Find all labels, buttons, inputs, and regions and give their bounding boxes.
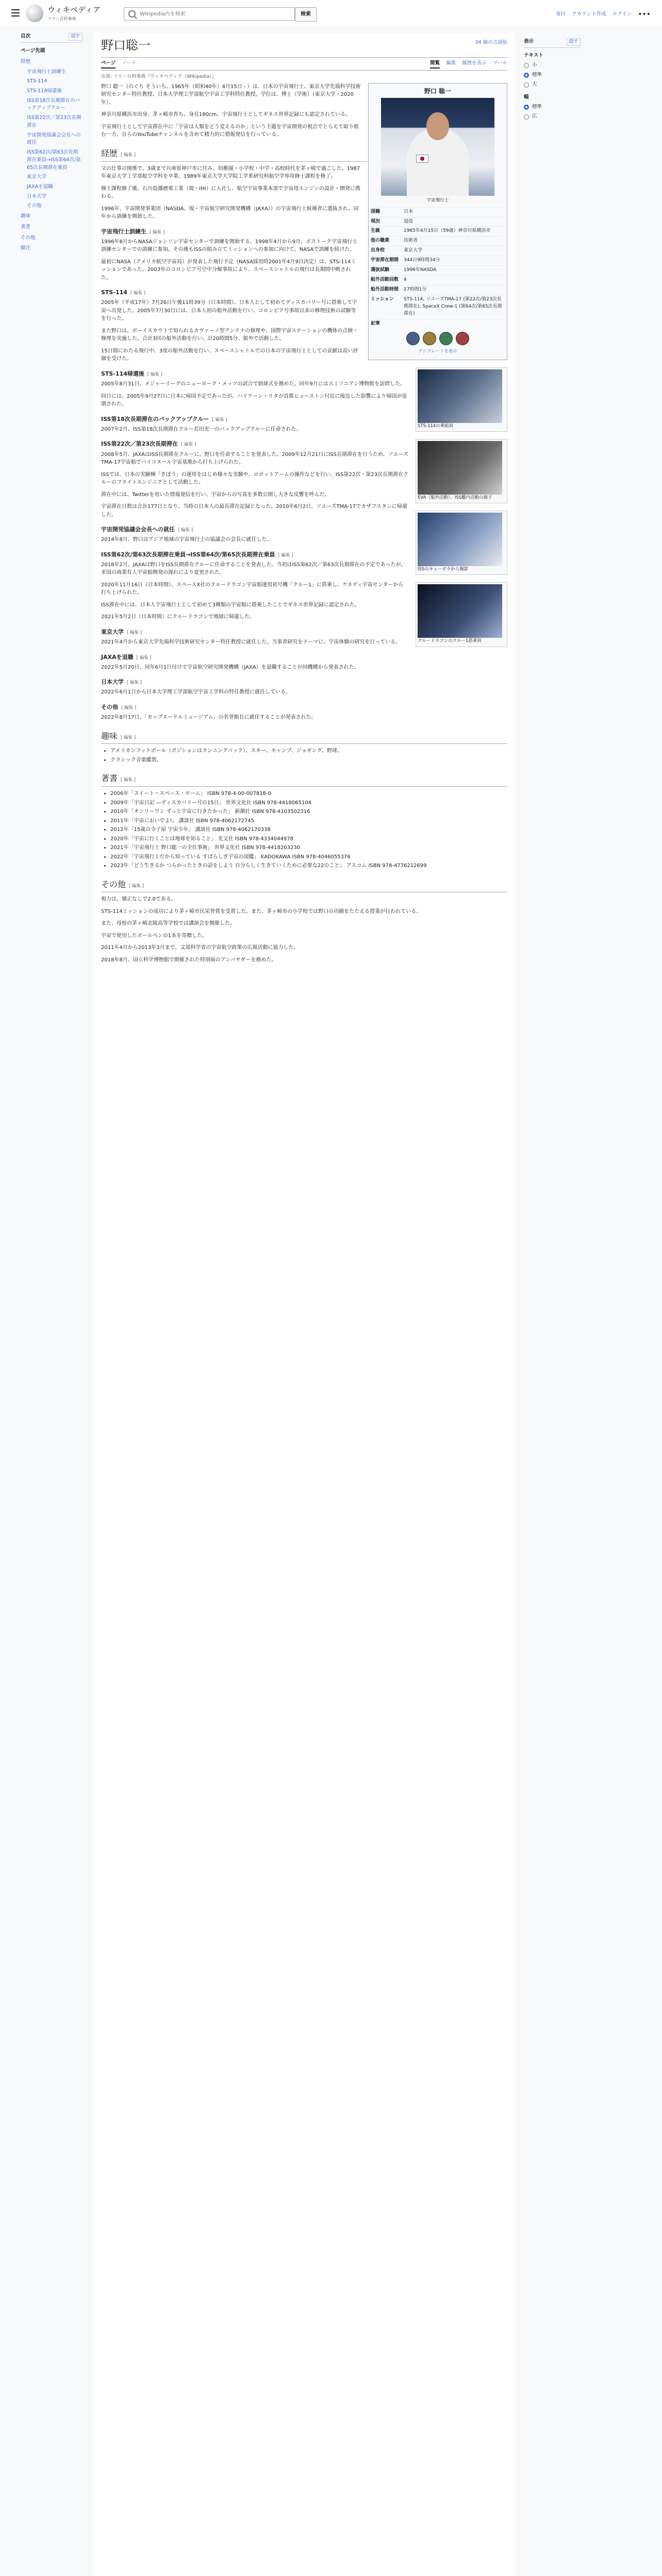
section-title: その他	[101, 703, 118, 710]
section-paragraph: また野口は、ボーイスカウトで知られるカヴァーノ型アンテナの修理や、国際宇宙ステーションの機体の点検・修理を実施した。合計3回の船外活動を行い、計20時間5分、船外で活動した。	[101, 328, 358, 342]
infobox-row	[371, 256, 505, 265]
intro-paragraph: 神奈川県横浜市出身、茅ヶ崎市育ち。身長180cm、宇宙飛行士としてギネス世界記録にも認定されている。	[101, 112, 351, 118]
toc-item[interactable]: 経歴	[21, 58, 31, 64]
infobox-row	[371, 265, 505, 275]
portrait-photo[interactable]	[381, 98, 494, 196]
mission-patch-icon[interactable]	[439, 332, 453, 345]
section-paragraph: 2022年5月20日、同年6月1日付けで宇宙航空研究開発機構（JAXA）を退職することが同機構から発表された。	[101, 664, 359, 670]
radio-label: 大	[532, 81, 537, 88]
section-heading	[101, 772, 507, 787]
figure-image[interactable]	[418, 513, 502, 566]
logo-title: ウィキペディア	[47, 5, 101, 14]
section-paragraph: 滞在中には、Twitterを用いた情報発信を行い、宇宙からの写真を多数公開し大きな反響を呼んだ。	[101, 492, 330, 498]
radio-label: 小	[532, 62, 537, 68]
infobox-key: 選抜試験	[371, 267, 390, 273]
infobox-key: ミッション	[371, 297, 394, 302]
infobox-key: 国籍	[371, 209, 380, 214]
edit-section-link[interactable]: [ 編集 ]	[181, 442, 196, 448]
section-paragraph: 2008年5月、JAXAはISS長期滞在クルーに、野口を任命することを発表した。2009年12月21日にISS長期滞在を行うため、ソユーズTMA-17宇宙船でバイコヌール宇宙基地から打ち上げられた。	[101, 451, 408, 465]
list-item: • アメリカンフットボール（ポジションはランニングバック）、スキー、キャンプ、ジョギング、野球。	[110, 747, 507, 755]
section-paragraph: 宇宙で使用したボールペンの1本を寄贈した。	[101, 933, 208, 939]
section-paragraph: 2022年8月17日、「カップヌードルミュージアム」の名誉館長に就任することが発表された。	[101, 715, 317, 721]
radio-label: 標準	[532, 72, 542, 78]
globe-icon	[26, 5, 43, 22]
radio-icon	[524, 63, 529, 68]
toc-item[interactable]: 著書	[21, 224, 31, 230]
template-link[interactable]: テンプレートを表示	[418, 348, 457, 354]
edit-section-link[interactable]: [ 編集 ]	[127, 630, 142, 635]
figure-caption: クルードラゴンのクルー1搭乗員	[418, 638, 482, 644]
section-heading	[101, 730, 507, 744]
section-paragraph: 同日には、2005年9月27日に日本に帰国予定であったが、ハリケーン・リタが首都ヒューストン付近に接近した影響により帰国が延期された。	[101, 393, 407, 408]
search-box[interactable]	[124, 7, 295, 21]
section-title: JAXAを退職	[101, 653, 134, 660]
figure-caption: STS-114の乗組員	[418, 423, 454, 429]
toc-sidebar	[21, 33, 82, 254]
toc-item[interactable]: JAXAを退職	[27, 183, 53, 190]
search-button[interactable]: 検索	[295, 7, 317, 22]
infobox-row	[371, 285, 505, 295]
list-item: • 2009年「宇宙日記 ―ディスカバリー号の15日」 世界文化社 ISBN 978-4418065104	[110, 799, 507, 807]
figure-caption: EVA（船外活動）、ISS艦内活動の様子	[418, 495, 492, 501]
list-item: • 2010年「オンリーワン ずっと宇宙に行きたかった」 新潮社 ISBN 978-4103502316	[110, 808, 507, 816]
edit-section-link[interactable]: [ 編集 ]	[278, 552, 293, 558]
figure-image[interactable]	[418, 584, 502, 638]
edit-section-link[interactable]: [ 編集 ]	[121, 777, 136, 783]
toc-item[interactable]: 日本大学	[27, 193, 47, 199]
edit-section-link[interactable]: [ 編集 ]	[150, 229, 165, 235]
section-paragraph: 2020年11月16日（日本時間）、スペースX社のクルードラゴン宇宙船運用初号機「クルー1」に搭乗し、ケネディ宇宙センターから打ち上げられた。	[101, 582, 404, 596]
infobox-key: 船外活動時間	[371, 287, 399, 293]
section-heading	[101, 703, 507, 711]
list-item: • 2021年「宇宙飛行士 野口聡一の全仕事術」 世界文化社 ISBN 978-4418203230	[110, 844, 507, 852]
bullet-list	[110, 790, 507, 870]
toc-item[interactable]: 東京大学	[27, 174, 47, 180]
section-title: ISS第62次/第63次長期滞在乗員→ISS第64次/第65次長期滞在乗員	[101, 551, 275, 558]
section-paragraph: 2005年（平成17年）7月26日午後11時39分（日本時間）、日本人として初めてディスカバリー号に搭乗して宇宙へ出発した。2005年7月30日には、日本人初の船外活動を行い、コロンビア号事故以来の修理技術の試験等を行った。	[101, 300, 357, 322]
infobox-value	[404, 320, 505, 328]
infobox-row	[371, 217, 505, 227]
toc-item[interactable]: ISS第62次/第63次長期滞在乗員→ISS第64次/第65次長期滞在乗員	[27, 149, 81, 171]
section-title: 著書	[101, 773, 118, 784]
infobox-key: 出身校	[371, 248, 385, 253]
figure-thumbnail	[416, 439, 507, 503]
tab-edit[interactable]: 編集	[446, 60, 456, 66]
section-paragraph: ISS滞在中には、日本人宇宙飛行士として初めて3種類の宇宙船に搭乗したことでギネス世界記録に認定された。	[101, 602, 360, 608]
infobox-value: 27時間1分	[404, 287, 427, 293]
toc-heading: 目次	[21, 33, 31, 39]
toc-item[interactable]: ISS第22次／第23次長期滞在	[27, 115, 81, 128]
user-links	[556, 9, 651, 21]
source-line: 出典: フリー百科事典『ウィキペディア（Wikipedia）』	[101, 74, 217, 79]
figure-image[interactable]	[418, 441, 502, 495]
section-title: STS-114	[101, 289, 127, 296]
infobox-caption: 宇宙飛行士	[426, 198, 449, 204]
toc-hide-button[interactable]: 隠す	[69, 33, 82, 41]
width-standard[interactable]	[524, 104, 581, 111]
infobox-row	[371, 236, 505, 246]
radio-icon	[524, 82, 529, 88]
create-account-link[interactable]: アカウント作成	[572, 11, 606, 18]
section-paragraph: STS-114ミッションの成功により茅ヶ崎市民栄誉賞を受賞した。また、茅ヶ崎市の小学校では野口の功績をたたえる授業が行われている。	[101, 908, 422, 914]
tab-tools[interactable]: ツール	[492, 60, 507, 66]
section-title: 東京大学	[101, 628, 124, 635]
toc-item[interactable]: 趣味	[21, 213, 31, 219]
infobox-value: 技術者	[404, 238, 418, 244]
section-paragraph: 2018年8月、国立科学博物館で開催された特別展のアンバサダーを務めた。	[101, 957, 277, 963]
page-tabs	[101, 58, 507, 71]
appearance-hide-button[interactable]: 隠す	[567, 38, 581, 46]
text-size-small[interactable]	[524, 62, 581, 70]
toc-item[interactable]: STS-114	[27, 78, 47, 84]
toc-item[interactable]: その他	[21, 234, 36, 241]
section-paragraph: 15日間にわたる飛行中、3度の船外活動を行い、スペースシャトルでの日本の宇宙飛行士としての貢献は高い評価を受けた。	[101, 348, 358, 362]
section-paragraph: 1996年、宇宙開発事業団（NASDA、現・宇宙航空研究開発機構（JAXA））の宇宙飛行士候補者に選抜され、同年から訓練を開始した。	[101, 206, 359, 220]
text-size-standard[interactable]	[524, 72, 581, 79]
figure-thumbnail	[416, 511, 507, 575]
intro-paragraph: 宇宙飛行士として宇宙滞在中に「宇宙は人類をどう変えるのか」という主題を宇宙開発の視点でとらえて取り組む一方、自らのYouTubeチャンネルを含めて精力的に情報発信を行っている。	[101, 124, 359, 138]
donate-link[interactable]: 寄付	[556, 11, 566, 18]
toc-item[interactable]: 宇宙開発協議会会長への就任	[27, 132, 81, 146]
section-title: 宇宙開発協議会会長への就任	[101, 526, 175, 533]
edit-section-link[interactable]: [ 編集 ]	[178, 528, 193, 533]
radio-label: 標準	[532, 104, 542, 110]
infobox-key: 記章	[371, 320, 380, 326]
edit-section-link[interactable]: [ 編集 ]	[147, 371, 162, 377]
toc-item[interactable]: ISS第18次長期滞在のバックアップクルー	[27, 97, 80, 111]
radio-icon	[524, 114, 529, 120]
japan-flag-icon	[416, 155, 428, 163]
infobox-key: 宇宙滞在期間	[371, 258, 399, 263]
mission-patch-icon[interactable]	[456, 332, 469, 345]
list-item: • 2006年「スイート・スペース・ホーム」 ISBN 978-4-00-007818-0	[110, 790, 507, 798]
appearance-heading: 表示	[524, 39, 534, 44]
infobox-value: 1996年NASDA	[404, 267, 437, 273]
page-title	[101, 33, 507, 58]
section-title: その他	[101, 879, 126, 889]
section-paragraph: 2021年4月から東京大学先端科学技術研究センター特任教授に就任した。当事者研究をテーマに、宇宙体験の研究を行っている。	[101, 639, 401, 646]
edit-section-link[interactable]: [ 編集 ]	[136, 655, 152, 660]
edit-section-link[interactable]: [ 編集 ]	[127, 680, 142, 686]
section-paragraph: ISSでは、日本の実験棟「きぼう」の運用をはじめ様々な実験や、ロボットアームの操作などを行い、ISS第22次・第23次長期滞在クルーのフライトエンジニアとして活動した。	[101, 471, 408, 485]
section-title: ISS第22次／第23次長期滞在	[101, 440, 178, 448]
section-paragraph: 宇宙滞在日数は合計177日となり、当時の日本人の最長滞在記録となった。2010年6月2日、ソユーズTMA-17でカザフスタンに帰還した。	[101, 504, 407, 518]
infobox-key: 船外活動回数	[371, 277, 399, 283]
appearance-panel	[524, 33, 581, 123]
infobox-value: 東京大学	[404, 248, 423, 253]
infobox-value: 344日9時間34分	[404, 258, 440, 263]
list-item: • 2022年「宇宙飛行士だから知っている すばらしき宇宙の図鑑」 KADOKAWA ISBN 978-4046055376	[110, 853, 507, 861]
infobox-key: 生誕	[371, 228, 380, 234]
tab-read[interactable]: 閲覧	[430, 60, 440, 69]
section-title: 趣味	[101, 731, 118, 741]
section-heading	[101, 878, 507, 893]
infobox-row	[371, 226, 505, 236]
toc-item[interactable]: ページ先頭	[21, 48, 45, 54]
infobox	[368, 83, 507, 360]
section-title: 経歴	[101, 148, 118, 158]
section-title: 日本大学	[101, 679, 124, 686]
list-item: • 2012年「15歳の寺子屋 宇宙少年」 講談社 ISBN 978-4062170338	[110, 826, 507, 834]
search-icon	[128, 10, 136, 18]
more-menu-icon[interactable]: •••	[638, 10, 651, 19]
list-item: • 2020年「宇宙に行くことは地球を知ること」 光文社 ISBN 978-4334044978	[110, 835, 507, 843]
toc-item[interactable]: 宇宙飛行士訓練生	[27, 69, 67, 75]
infobox-value: 4	[404, 277, 407, 283]
radio-icon	[524, 73, 529, 78]
text-size-label: テキスト	[524, 53, 543, 59]
section-title: 宇宙飛行士訓練生	[101, 228, 146, 235]
section-paragraph: 修士課程修了後、石川島播磨重工業（現・IHI）に入社し、航空宇宙事業本部で宇宙用エンジンの設計・開発に携わる。	[101, 185, 360, 200]
infobox-row	[371, 275, 505, 285]
width-label: 幅	[524, 94, 529, 100]
section-title: STS-114帰還後	[101, 370, 144, 377]
section-paragraph: 2021年5月2日（日本時間）にクルードラゴンで地球に帰還した。	[101, 614, 255, 620]
intro-paragraph: 野口 聡一（のぐち そういち、1965年（昭和40年）4月15日 - ）は、日本の宇宙飛行士、東京大学先端科学技術研究センター特任教授、日本大学理工学部航空宇宙工学科特任教授。学位は、博士（学術）（東京大学・2020年）。	[101, 83, 361, 106]
infobox-value: STS-114, ソユーズTMA-17 (第22次/第23次長期滞在), SpaceX Crew-1 (第64次/第65次長期滞在)	[404, 297, 502, 316]
mission-patches	[371, 332, 505, 345]
figure-image[interactable]	[418, 369, 502, 423]
figure-thumbnail	[416, 367, 507, 432]
edit-section-link[interactable]: [ 編集 ]	[121, 705, 137, 710]
list-item: • クラシック音楽鑑賞。	[110, 756, 507, 765]
section-title: ISS第18次長期滞在のバックアップクルー	[101, 415, 209, 422]
section-heading	[101, 677, 507, 686]
edit-section-link[interactable]: [ 編集 ]	[212, 417, 227, 422]
login-link[interactable]: ログイン	[612, 11, 632, 18]
header	[0, 0, 662, 27]
infobox-key: 他の職業	[371, 238, 390, 244]
toc-item[interactable]: 脚注	[21, 245, 31, 251]
list-item: • 2011年「宇宙においでよ!」 講談社 ISBN 978-4062172745	[110, 817, 507, 825]
width-wide[interactable]	[524, 113, 581, 121]
section-paragraph: 2022年6月1日から日本大学理工学部航空宇宙工学科の特任教授に就任している。	[101, 689, 291, 696]
infobox-row	[371, 295, 505, 319]
infobox-row	[371, 207, 505, 217]
section-paragraph: 2018年2月、JAXAは野口をISS長期滞在クルーに任命することを発表した。当初はISS第62次／第63次長期滞在の予定であったが、米国の商業有人宇宙船開発の遅れにより変更された。	[101, 562, 406, 576]
section-paragraph: 最初にNASA（アメリカ航空宇宙局）が発表した飛行予定（NASA採用時2001年4月9日決定）は、STS-114ミッションであった。2003年のコロンビア号空中分解事故により、スペースシャトルの飛行は長期間中断された。	[101, 259, 356, 281]
infobox-value: 退役	[404, 218, 413, 224]
infobox-title: 野口 聡一	[424, 87, 452, 95]
wikipedia-logo[interactable]	[26, 4, 101, 23]
section-paragraph: 視力は、矯正なしで2.0である。	[101, 896, 176, 903]
section-paragraph: 2014年8月、野口はアジア地域の宇宙飛行士の協議会の会長に就任した。	[101, 537, 272, 543]
section-paragraph: 父の仕事の関係で、3歳まで兵庫県神戸市に住み、幼稚園・小学校・中学・高校時代を茅ヶ崎で過ごした。1987年東京大学工学部航空学科を卒業、1989年東京大学大学院工学系研究科航空学専攻修士課程を修了。	[101, 165, 360, 180]
infobox-value: 1965年4月15日（59歳）神奈川県横浜市	[404, 228, 491, 234]
article	[93, 33, 516, 2576]
text-size-large[interactable]	[524, 81, 581, 89]
language-button[interactable]: 34 個の言語版	[475, 40, 507, 45]
section-paragraph: 2011年4月から2013年3月まで、文部科学省の宇宙航空政策の広報活動に協力した。	[101, 945, 299, 951]
section-paragraph: 2007年2月、ISS第18次長期滞在クルー若田光一のバックアップクルーに任命された。	[101, 426, 302, 432]
main-menu-icon[interactable]	[11, 9, 20, 16]
logo-subtitle: フリー百科事典	[47, 16, 76, 22]
edit-section-link[interactable]: [ 編集 ]	[129, 883, 144, 889]
radio-icon	[524, 105, 529, 110]
infobox-row	[371, 246, 505, 256]
toc-item[interactable]: その他	[27, 203, 42, 209]
section-paragraph: また、母校の茅ヶ崎北陵高等学校では講演会を開催した。	[101, 921, 235, 927]
section-paragraph: 2005年8月31日、メジャーリーグのニューヨーク・メッツの試合で始球式を務めた。同年9月にはスミソニアン博物館を訪問した。	[101, 381, 406, 387]
list-item: • 2023年「どう生きるか つらかったときの話をしよう 自分らしく生きていくために必要な22のこと」 アスコム ISBN 978-4776212699	[110, 862, 507, 870]
edit-section-link[interactable]: [ 編集 ]	[130, 291, 145, 296]
bullet-list	[110, 747, 507, 764]
tab-page[interactable]: ページ	[101, 60, 115, 69]
infobox-row	[371, 319, 505, 329]
figure-thumbnail	[416, 582, 507, 647]
section-paragraph: 1996年8月からNASAジョンソン宇宙センターで訓練を開始する。1998年4月から9月、ボストーク宇宙飛行士訓練センターでの訓練に参加。その後もISSの組み立てミッションへの参加に向けて、NASAで訓練を続けた。	[101, 239, 358, 253]
infobox-value: 日本	[404, 209, 413, 214]
edit-section-link[interactable]: [ 編集 ]	[121, 735, 136, 740]
tab-history[interactable]: 履歴を表示	[462, 60, 487, 66]
radio-label: 広	[532, 113, 537, 120]
figure-caption: ISSのキューポラから撮影	[418, 567, 469, 572]
mission-patch-icon[interactable]	[406, 332, 420, 345]
edit-section-link[interactable]: [ 編集 ]	[121, 152, 136, 158]
page-title-text: 野口聡一	[101, 38, 151, 53]
toc-item[interactable]: STS-114帰還後	[27, 88, 62, 94]
search-input[interactable]	[139, 11, 294, 18]
tab-talk[interactable]: ノート	[122, 60, 137, 66]
infobox-key: 現況	[371, 218, 380, 224]
mission-patch-icon[interactable]	[423, 332, 436, 345]
section-heading	[101, 653, 507, 662]
